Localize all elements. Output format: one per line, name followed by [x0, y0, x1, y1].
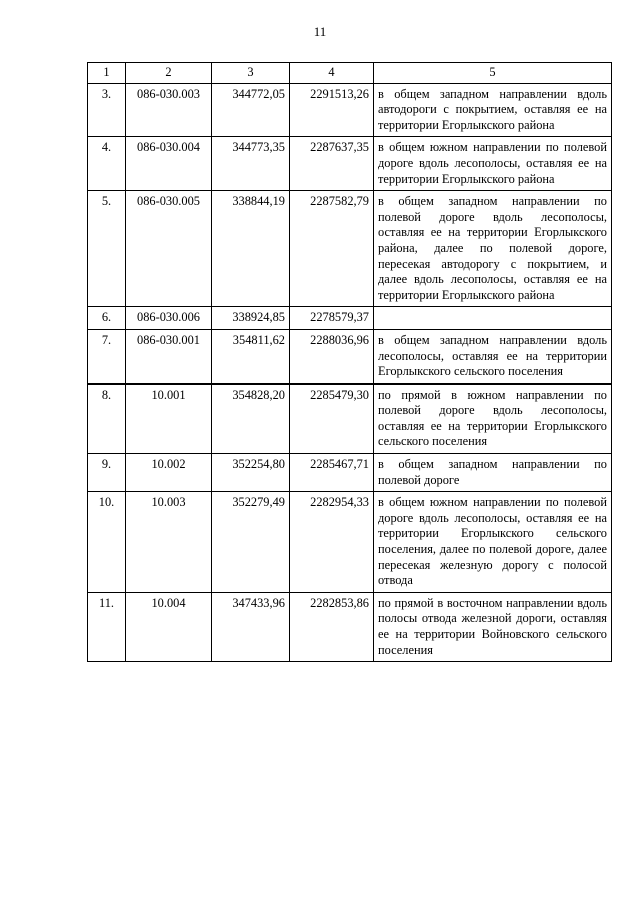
row-number: 10. [88, 492, 126, 593]
point-code: 086-030.003 [126, 83, 212, 137]
row-number: 6. [88, 307, 126, 330]
y-coordinate: 2282853,86 [290, 592, 374, 661]
table-row [88, 592, 612, 661]
point-code: 10.004 [126, 592, 212, 661]
boundary-description: в общем западном направлении по полевой дороге вдоль лесополосы, оставляя ее на территории Егорлыкского района, далее по полевой дороге, пересекая автодорогу с покрытием, и далее вдоль лесополосы, оставляя ее на территории Егорлыкского района [374, 191, 612, 307]
y-coordinate: 2287582,79 [290, 191, 374, 307]
row-number: 3. [88, 83, 126, 137]
boundary-description: в общем южном направлении по полевой дороге вдоль лесополосы, оставляя ее на территории Егорлыкского района [374, 137, 612, 191]
table-row [88, 191, 612, 307]
row-number: 7. [88, 329, 126, 383]
y-coordinate: 2285467,71 [290, 454, 374, 492]
row-number: 4. [88, 137, 126, 191]
point-code: 086-030.004 [126, 137, 212, 191]
table-row [88, 83, 612, 137]
page-number: 11 [313, 24, 327, 39]
row-number: 9. [88, 454, 126, 492]
boundary-description: по прямой в восточном направлении вдоль полосы отвода железной дороги, оставляя ее на территории Войновского сельского поселения [374, 592, 612, 661]
row-number: 11. [88, 592, 126, 661]
table-header-row [88, 63, 612, 84]
point-code: 086-030.006 [126, 307, 212, 330]
boundary-description [374, 307, 612, 330]
table-row [88, 329, 612, 383]
point-code: 10.002 [126, 454, 212, 492]
table-row [88, 384, 612, 454]
x-coordinate: 354828,20 [212, 384, 290, 454]
column-header: 3 [212, 63, 290, 84]
x-coordinate: 338924,85 [212, 307, 290, 330]
boundary-description: в общем западном направлении по полевой дороге [374, 454, 612, 492]
point-code: 10.003 [126, 492, 212, 593]
table-row [88, 137, 612, 191]
boundary-description: по прямой в южном направлении по полевой дороге вдоль лесополосы, оставляя ее на территории Егорлыкского сельского поселения [374, 384, 612, 454]
point-code: 086-030.005 [126, 191, 212, 307]
table-row [88, 492, 612, 593]
x-coordinate: 347433,96 [212, 592, 290, 661]
table-row [88, 307, 612, 330]
x-coordinate: 352254,80 [212, 454, 290, 492]
column-header: 1 [88, 63, 126, 84]
column-header: 2 [126, 63, 212, 84]
x-coordinate: 344772,05 [212, 83, 290, 137]
y-coordinate: 2287637,35 [290, 137, 374, 191]
y-coordinate: 2278579,37 [290, 307, 374, 330]
x-coordinate: 354811,62 [212, 329, 290, 383]
x-coordinate: 338844,19 [212, 191, 290, 307]
point-code: 086-030.001 [126, 329, 212, 383]
column-header: 5 [374, 63, 612, 84]
row-number: 5. [88, 191, 126, 307]
boundary-points-table [87, 62, 612, 662]
table-row [88, 454, 612, 492]
y-coordinate: 2291513,26 [290, 83, 374, 137]
y-coordinate: 2285479,30 [290, 384, 374, 454]
row-number: 8. [88, 384, 126, 454]
boundary-description: в общем западном направлении вдоль лесополосы, оставляя ее на территории Егорлыкского сельского поселения [374, 329, 612, 383]
point-code: 10.001 [126, 384, 212, 454]
y-coordinate: 2282954,33 [290, 492, 374, 593]
column-header: 4 [290, 63, 374, 84]
boundary-description: в общем южном направлении по полевой дороге вдоль лесополосы, оставляя ее на территории Егорлыкского сельского поселения, далее по полевой дороге, далее пересекая железную дорогу с полосой отвода [374, 492, 612, 593]
x-coordinate: 352279,49 [212, 492, 290, 593]
x-coordinate: 344773,35 [212, 137, 290, 191]
y-coordinate: 2288036,96 [290, 329, 374, 383]
boundary-description: в общем западном направлении вдоль автодороги с покрытием, оставляя ее на территории Егорлыкского района [374, 83, 612, 137]
